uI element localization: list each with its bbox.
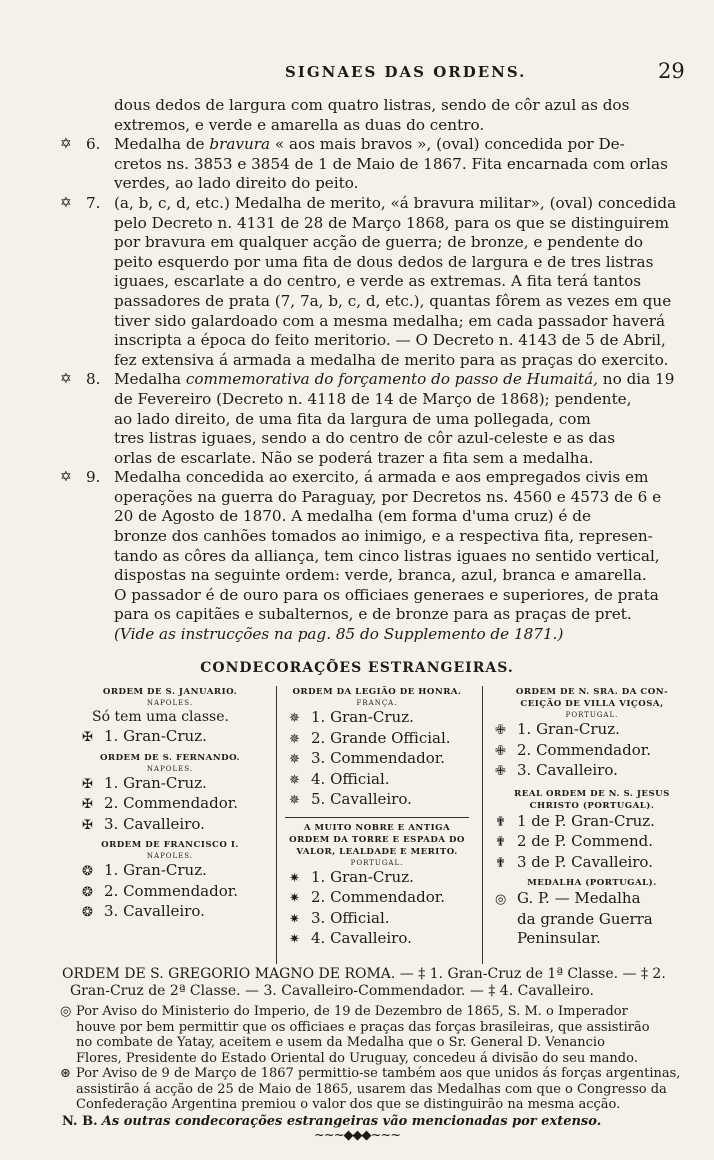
entry-8 <box>60 370 684 468</box>
entry-line: tiver sido galardoado com a mesma medalha; em cada passador haverá <box>114 311 666 330</box>
entry-line: bronze dos canhões tomados ao inimigo, e a respectiva fita, represen- <box>114 527 653 546</box>
medal-icon: ❂ <box>82 884 93 900</box>
note-line: Por Aviso do Ministerio do Imperio, de 19 de Dezembro de 1865, S. M. o Imperador <box>76 1004 628 1019</box>
entry-line: passadores de prata (7, 7a, b, c, d, etc.), quantas fôrem as vezes em que <box>114 291 672 310</box>
order-item: ✟ 3 de P. Cavalleiro. <box>483 853 701 874</box>
entry-line: por bravura em qualquer acção de guerra; de bronze, e pendente do <box>114 233 644 252</box>
entry-7 <box>60 193 684 370</box>
star-of-david-icon: ✡ <box>60 136 72 153</box>
note-1 <box>62 1004 692 1066</box>
order-item: Peninsular. <box>517 929 601 947</box>
entry-line: verdes, ao lado direito do peito. <box>114 174 359 193</box>
intro-line: dous dedos de largura com quatro listras, sendo de côr azul as dos <box>114 96 630 114</box>
order-item: ✵ 1. Gran-Cruz. <box>277 708 477 729</box>
entry-number: 6. <box>86 135 101 154</box>
entry-line: iguaes, escarlate a do centro, e verde as extremas. A fita terá tantos <box>114 272 642 291</box>
order-note: Só tem uma classe. <box>92 709 229 725</box>
note-line: no combate de Yatay, aceitem e usem da Medalha que o Sr. General D. Venancio <box>76 1035 605 1050</box>
medal-icon: ⊛ <box>60 1066 71 1081</box>
entry-line: fez extensiva á armada a medalha de merito para as praças do exercito. <box>114 350 669 369</box>
entry-number: 8. <box>86 370 101 389</box>
order-title: ORDEM DA TORRE E ESPADA DO <box>289 834 465 845</box>
order-title: ORDEM DE S. JANUARIO. <box>102 687 238 697</box>
order-item: ✙ 3. Cavalleiro. <box>483 761 701 782</box>
gregorio-line: ORDEM DE S. GREGORIO MAGNO DE ROMA. — ‡ 1. Gran-Cruz de 1ª Classe. — ‡ 2. <box>62 966 666 982</box>
order-item: ◎ G. P. — Medalha <box>483 889 701 910</box>
entry-line: tres listras iguaes, sendo a do centro de côr azul-celeste e as das <box>114 429 616 448</box>
order-item: ✵ 2. Grande Official. <box>277 729 477 750</box>
cross-icon: ✙ <box>495 723 506 738</box>
order-place: NAPOLES. <box>146 764 194 773</box>
order-item: ✷ 3. Official. <box>277 909 477 930</box>
order-title: ORDEM DA LEGIÃO DE HONRA. <box>292 687 462 697</box>
order-item: ✙ 2. Commendador. <box>483 741 701 762</box>
order-item: ✵ 4. Official. <box>277 770 477 791</box>
order-item: ❂ 1. Gran-Cruz. <box>70 861 270 882</box>
cross-icon: ✟ <box>495 835 506 850</box>
star-of-david-icon: ✡ <box>60 371 72 388</box>
entry-line: Medalha commemorativa do forçamento do passo de Humaitá, no dia 19 <box>114 370 675 389</box>
orders-column-3 <box>482 686 701 964</box>
running-title: SIGNAES DAS ORDENS. <box>285 63 527 81</box>
entry-line: para os capitães e subalternos, e de bronze para as praças de pret. <box>114 605 632 624</box>
cross-icon: ✙ <box>495 764 506 779</box>
star-icon: ✵ <box>289 731 300 747</box>
star-icon: ✵ <box>289 711 300 726</box>
notes <box>62 1004 692 1129</box>
nota-bene: N. B. As outras condecorações estrangeiras vão mencionadas por extenso. <box>62 1113 602 1129</box>
entry-line: ao lado direito, de uma fita da largura de uma pollegada, com <box>114 409 591 428</box>
entry-line: cretos ns. 3853 e 3854 de 1 de Maio de 1867. Fita encarnada com orlas <box>114 154 668 173</box>
order-place: NAPOLES. <box>146 699 194 707</box>
order-title: VALOR, LEALDADE E MERITO. <box>296 846 458 857</box>
entry-6 <box>60 135 684 194</box>
intro-line: extremos, e verde e amarella as duas do centro. <box>114 115 485 134</box>
order-place: FRANÇA. <box>356 699 398 707</box>
medal-icon: ❂ <box>82 864 93 879</box>
order-item: ✟ 1 de P. Gran-Cruz. <box>483 812 701 833</box>
entry-line: inscripta a época do feito meritorio. — O Decreto n. 4143 de 5 de Abril, <box>114 331 666 350</box>
order-place: PORTUGAL. <box>565 711 619 719</box>
entry-number: 9. <box>86 468 101 487</box>
order-item: ❂ 2. Commendador. <box>70 882 270 903</box>
order-item: ✵ 3. Commendador. <box>277 749 477 770</box>
star-icon: ✷ <box>289 870 300 886</box>
entry-line: Medalha concedida ao exercito, á armada e aos empregados civis em <box>114 468 649 487</box>
star-of-david-icon: ✡ <box>60 194 72 211</box>
entry-line: tando as côres da alliança, tem cinco listras iguaes no sentido vertical, <box>114 546 660 565</box>
maltese-cross-icon: ✠ <box>82 817 93 833</box>
ornament: ~~~◆◆◆~~~ <box>313 1128 401 1143</box>
note-2 <box>62 1066 692 1113</box>
entry-number: 7. <box>86 193 101 212</box>
page-header <box>0 59 714 87</box>
order-item: ✷ 1. Gran-Cruz. <box>277 868 477 889</box>
order-item: ✠ 1. Gran-Cruz. <box>70 774 270 795</box>
note-line: houve por bem permittir que os officiaes e praças das forças brasileiras, que assistirão <box>76 1019 650 1035</box>
entry-line: Medalha de bravura « aos mais bravos », (oval) concedida por De- <box>114 135 625 154</box>
entry-line: O passador é de ouro para os officiaes generaes e superiores, de prata <box>114 585 659 604</box>
circle-medal-icon: ◎ <box>495 892 507 907</box>
main-text <box>60 96 684 645</box>
order-place: NAPOLES. <box>146 852 194 860</box>
medal-icon: ❂ <box>82 905 93 920</box>
order-title: MEDALHA (PORTUGAL). <box>527 878 657 888</box>
order-item: ✙ 1. Gran-Cruz. <box>483 720 701 741</box>
order-item: ✵ 5. Cavalleiro. <box>277 790 477 811</box>
star-of-david-icon: ✡ <box>60 469 72 486</box>
star-icon: ✵ <box>289 752 300 767</box>
order-item: ✷ 4. Cavalleiro. <box>277 929 477 950</box>
star-icon: ✵ <box>289 772 300 788</box>
entry-line: 20 de Agosto de 1870. A medalha (em forma d'uma cruz) é de <box>114 507 591 526</box>
cross-icon: ✙ <box>495 743 506 759</box>
entry-line: (a, b, c, d, etc.) Medalha de merito, «á bravura militar», (oval) concedida <box>114 193 677 212</box>
note-line: Flores, Presidente do Estado Oriental do Uruguay, concedeu á divisão do seu mando. <box>76 1050 638 1066</box>
entry-9 <box>60 468 684 644</box>
maltese-cross-icon: ✠ <box>82 797 93 812</box>
order-item: ✠ 1. Gran-Cruz. <box>70 727 270 748</box>
star-icon: ✷ <box>289 932 300 947</box>
orders-column-1 <box>70 686 270 923</box>
gregorio-order <box>62 966 692 999</box>
entry-line: orlas de escarlate. Não se poderá trazer a fita sem a medalha. <box>114 448 594 467</box>
star-icon: ✷ <box>289 911 300 927</box>
order-title: ORDEM DE S. FERNANDO. <box>99 752 241 763</box>
divider <box>285 817 469 818</box>
gregorio-line: Gran-Cruz de 2ª Classe. — 3. Cavalleiro-Commendador. — ‡ 4. Cavalleiro. <box>70 982 594 999</box>
order-item: ✠ 3. Cavalleiro. <box>70 815 270 836</box>
order-title: ORDEM DE N. SRA. DA CON- <box>515 687 669 697</box>
order-item: ✟ 2 de P. Commend. <box>483 832 701 853</box>
orders-column-2 <box>276 686 477 964</box>
order-item: ❂ 3. Cavalleiro. <box>70 902 270 923</box>
section-title: CONDECORAÇÕES ESTRANGEIRAS. <box>200 660 514 676</box>
entry-line: de Fevereiro (Decreto n. 4118 de 14 de Março de 1868); pendente, <box>114 389 632 408</box>
entry-line: operações na guerra do Paraguay, por Decretos ns. 4560 e 4573 de 6 e <box>114 487 662 506</box>
cross-icon: ✠ <box>82 730 93 745</box>
star-icon: ✷ <box>289 891 300 906</box>
order-place: PORTUGAL. <box>350 858 404 867</box>
note-line: assistirão á acção de 25 de Maio de 1865, usarem das Medalhas com que o Congresso da <box>76 1081 667 1097</box>
order-item: ✠ 2. Commendador. <box>70 794 270 815</box>
note-line: Por Aviso de 9 de Março de 1867 permittio-se também aos que unidos ás forças argentinas, <box>76 1066 681 1081</box>
orders-columns <box>70 686 700 966</box>
star-icon: ✵ <box>289 793 300 808</box>
order-item: ✷ 2. Commendador. <box>277 888 477 909</box>
cross-icon: ✟ <box>495 814 506 830</box>
page-number: 29 <box>658 59 685 83</box>
entry-line: peito esquerdo por uma fita de dous dedos de largura e de tres listras <box>114 252 654 271</box>
note-line: Confederação Argentina premiou o valor dos que se distinguirão na mesma acção. <box>76 1097 621 1112</box>
order-title: A MUITO NOBRE E ANTIGA <box>303 822 451 833</box>
entry-line: pelo Decreto n. 4131 de 28 de Março 1868, para os que se distinguirem <box>114 213 670 232</box>
order-title: ORDEM DE FRANCISCO I. <box>101 840 239 850</box>
entry-reference: (Vide as instrucções na pag. 85 do Supplemento de 1871.) <box>114 625 564 644</box>
order-item: da grande Guerra <box>517 909 653 928</box>
maltese-cross-icon: ✠ <box>82 776 93 792</box>
order-title: CEIÇÃO DE VILLA VIÇOSA, <box>520 699 664 709</box>
order-title: CHRISTO (PORTUGAL). <box>529 800 655 811</box>
order-title: REAL ORDEM DE N. S. JESUS <box>514 788 670 799</box>
entry-line: dispostas na seguinte ordem: verde, branca, azul, branca e amarella. <box>114 566 647 585</box>
cross-icon: ✟ <box>495 855 506 871</box>
circle-medal-icon: ◎ <box>60 1004 72 1019</box>
